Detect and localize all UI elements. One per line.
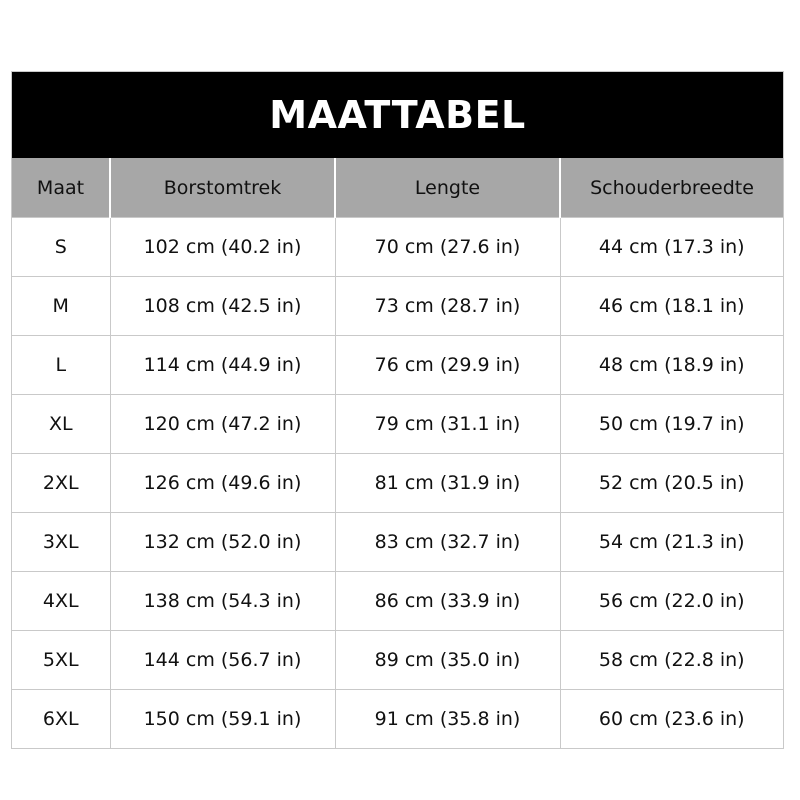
- chart-title: MAATTABEL: [269, 93, 526, 137]
- chest-cell: 132 cm (52.0 in): [110, 513, 335, 572]
- header-size: Maat: [12, 158, 110, 218]
- size-cell: XL: [12, 395, 110, 454]
- chest-cell: 108 cm (42.5 in): [110, 277, 335, 336]
- table-row: [12, 218, 783, 277]
- size-cell: S: [12, 218, 110, 277]
- size-cell: 2XL: [12, 454, 110, 513]
- length-cell: 91 cm (35.8 in): [335, 690, 560, 749]
- size-cell: 6XL: [12, 690, 110, 749]
- table-header: [12, 158, 783, 218]
- shoulder-width-cell: 46 cm (18.1 in): [560, 277, 783, 336]
- chest-cell: 138 cm (54.3 in): [110, 572, 335, 631]
- table-row: [12, 572, 783, 631]
- table-row: [12, 513, 783, 572]
- table-row: [12, 336, 783, 395]
- length-cell: 83 cm (32.7 in): [335, 513, 560, 572]
- size-cell: L: [12, 336, 110, 395]
- size-table: [12, 158, 783, 748]
- chest-cell: 150 cm (59.1 in): [110, 690, 335, 749]
- length-cell: 81 cm (31.9 in): [335, 454, 560, 513]
- shoulder-width-cell: 48 cm (18.9 in): [560, 336, 783, 395]
- shoulder-width-cell: 54 cm (21.3 in): [560, 513, 783, 572]
- size-cell: 4XL: [12, 572, 110, 631]
- table-row: [12, 395, 783, 454]
- header-shoulder-width: Schouderbreedte: [560, 158, 783, 218]
- shoulder-width-cell: 60 cm (23.6 in): [598, 708, 745, 730]
- table-row: [12, 690, 783, 749]
- length-cell: 89 cm (35.0 in): [335, 631, 560, 690]
- length-cell: 79 cm (31.1 in): [335, 395, 560, 454]
- shoulder-width-cell: 56 cm (22.0 in): [560, 572, 783, 631]
- chest-cell: 126 cm (49.6 in): [110, 454, 335, 513]
- length-cell: 86 cm (33.9 in): [335, 572, 560, 631]
- header-row: [12, 158, 783, 218]
- table-row: [12, 631, 783, 690]
- size-chart: [11, 71, 784, 749]
- size-cell: 5XL: [12, 631, 110, 690]
- shoulder-width-cell: 58 cm (22.8 in): [560, 631, 783, 690]
- length-cell: 76 cm (29.9 in): [335, 336, 560, 395]
- chest-cell: 114 cm (44.9 in): [110, 336, 335, 395]
- shoulder-width-cell: 44 cm (17.3 in): [560, 218, 783, 277]
- header-length: Lengte: [335, 158, 560, 218]
- table-row: [12, 277, 783, 336]
- length-cell: 70 cm (27.6 in): [335, 218, 560, 277]
- header-chest: Borstomtrek: [110, 158, 335, 218]
- size-cell: M: [12, 277, 110, 336]
- length-cell: 73 cm (28.7 in): [335, 277, 560, 336]
- size-cell: 3XL: [12, 513, 110, 572]
- shoulder-width-cell: 52 cm (20.5 in): [560, 454, 783, 513]
- chest-cell: 102 cm (40.2 in): [110, 218, 335, 277]
- shoulder-width-cell: 50 cm (19.7 in): [560, 395, 783, 454]
- chest-cell: 144 cm (56.7 in): [110, 631, 335, 690]
- table-row: [12, 454, 783, 513]
- chest-cell: 120 cm (47.2 in): [110, 395, 335, 454]
- table-body: [12, 218, 783, 749]
- title-bar: [12, 72, 783, 158]
